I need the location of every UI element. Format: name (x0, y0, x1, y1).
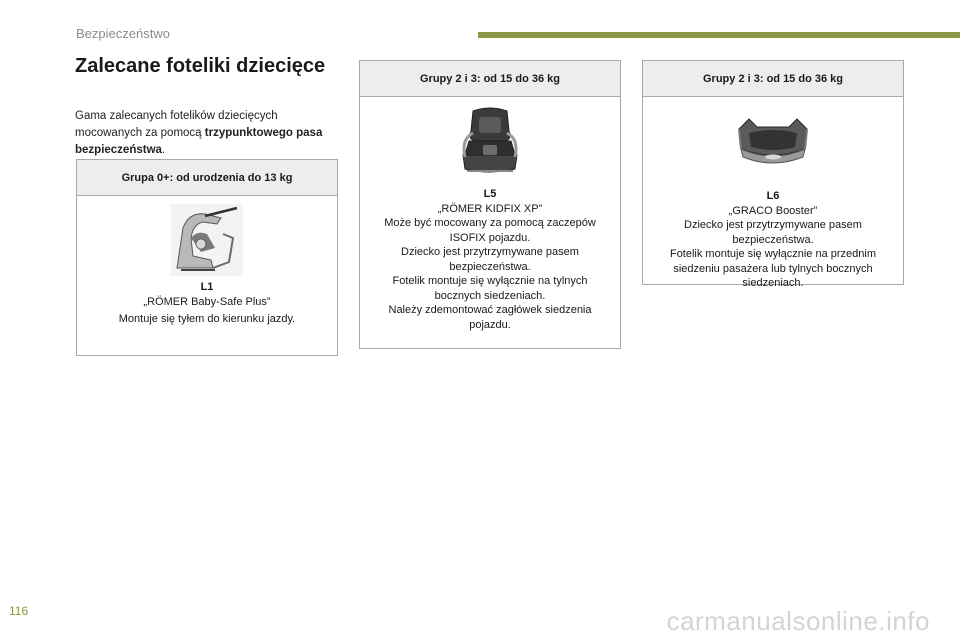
highback-booster-seat-image (360, 105, 620, 187)
seat-note: Dziecko jest przytrzymywane pasem bezpieczeństwa. (401, 246, 579, 273)
seat-model-name: „RÖMER Baby-Safe Plus” (143, 295, 271, 308)
header-accent-bar (478, 32, 960, 38)
seat-box-body (360, 105, 620, 332)
seat-model-name: „RÖMER KIDFIX XP” (437, 202, 543, 215)
seat-code: L1 (200, 281, 214, 293)
seat-box-l6 (642, 60, 904, 289)
intro-text: Gama zalecanych fotelików dziecięcych mocowanych za pomocą (75, 110, 278, 139)
seat-note: Fotelik montuje się wyłącznie na tylnych bocznych siedzeniach. (392, 275, 588, 302)
seat-code: L6 (766, 190, 780, 202)
seat-note: Montuje się tyłem do kierunku jazdy. (118, 313, 296, 325)
seat-model-name: „GRACO Booster” (728, 204, 818, 217)
intro-text-end: . (161, 144, 166, 156)
seat-box-body (643, 113, 903, 291)
page-title: Zalecane foteliki dziecięce (75, 55, 326, 77)
page-number: 116 (9, 604, 29, 618)
intro-bold-text: trzypunktowego pasa bezpieczeństwa (75, 127, 323, 156)
seat-code: L5 (483, 188, 497, 200)
seat-box-l1 (76, 159, 338, 356)
seat-box-header: Grupy 2 i 3: od 15 do 36 kg (643, 61, 903, 97)
seat-box-header: Grupy 2 i 3: od 15 do 36 kg (360, 61, 620, 97)
section-label: Bezpieczeństwo (76, 26, 170, 41)
watermark: carmanualsonline.info (666, 606, 930, 636)
seat-note: Dziecko jest przytrzymywane pasem bezpieczeństwa. (684, 219, 862, 246)
booster-cushion-image (643, 113, 903, 189)
intro-paragraph (75, 108, 330, 159)
seat-box-header: Grupa 0+: od urodzenia do 13 kg (77, 160, 337, 196)
seat-note: Fotelik montuje się wyłącznie na przednim siedzeniu pasażera lub tylnych bocznych siedzeniach. (669, 248, 877, 289)
seat-note: Może być mocowany za pomocą zaczepów ISOFIX pojazdu. (384, 217, 596, 244)
seat-box-body (77, 204, 337, 327)
infant-carrier-seat-image (77, 204, 337, 280)
seat-note: Należy zdemontować zagłówek siedzenia pojazdu. (388, 304, 592, 331)
seat-box-l5 (359, 60, 621, 349)
